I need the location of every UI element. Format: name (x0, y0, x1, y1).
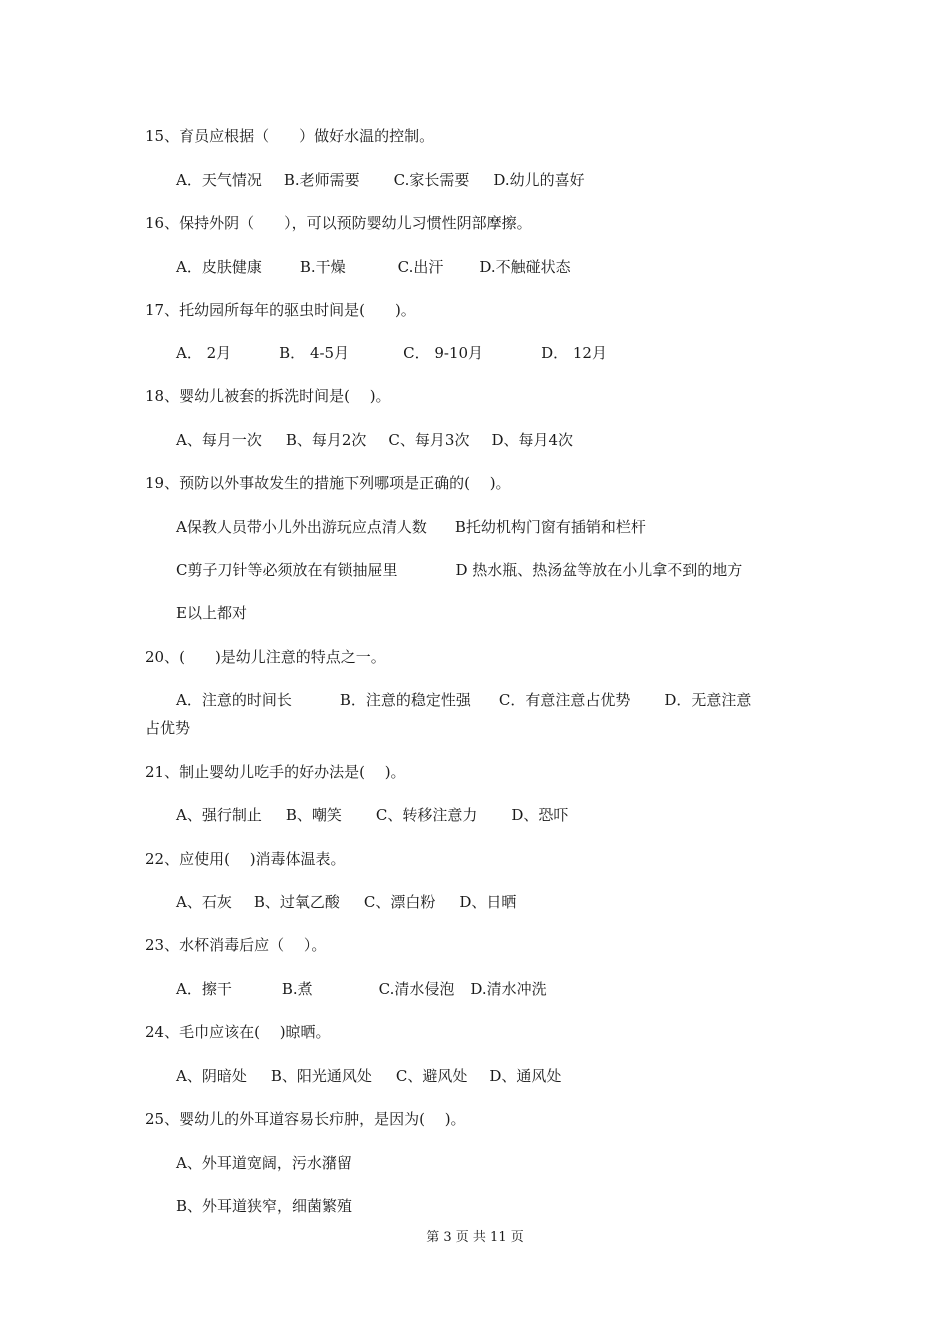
question-16-options (176, 257, 571, 277)
question-17-options (176, 343, 607, 363)
option-d: D.不触碰状态 (479, 258, 571, 276)
option-c: C剪子刀针等必须放在有锁抽屉里 (176, 561, 398, 579)
option-d: D． 12月 (541, 344, 607, 362)
option-c: C、每月3次 (388, 431, 470, 449)
question-17-stem: 17、托幼园所每年的驱虫时间是( )。 (145, 301, 416, 319)
option-c: C、漂白粉 (363, 893, 436, 911)
question-24-options (176, 1066, 561, 1086)
question-24-stem: 24、毛巾应该在( )晾晒。 (145, 1023, 331, 1041)
option-c: C、避风处 (395, 1067, 468, 1085)
option-d: D、通风处 (489, 1067, 562, 1085)
option-a: A．皮肤健康 (176, 258, 262, 276)
question-20-option-d-wrap: 占优势 (145, 719, 191, 737)
option-a: A、每月一次 (176, 431, 262, 449)
question-20-stem: 20、( )是幼儿注意的特点之一。 (145, 648, 386, 666)
question-19-stem: 19、预防以外事故发生的措施下列哪项是正确的( )。 (145, 474, 511, 492)
option-a: A． 2月 (176, 344, 232, 362)
option-a: A．擦干 (176, 980, 232, 998)
option-a: A、石灰 (176, 893, 232, 911)
question-23-options (176, 979, 547, 999)
option-c: C.出汗 (397, 258, 444, 276)
question-15-stem: 15、育员应根据（ ）做好水温的控制。 (145, 127, 435, 145)
option-d: D、恐吓 (511, 806, 569, 824)
option-c: C.清水侵泡 (378, 980, 455, 998)
option-d: D.幼儿的喜好 (493, 171, 585, 189)
page-number-footer: 第 3 页 共 11 页 (426, 1230, 524, 1245)
option-b: B、阳光通风处 (270, 1067, 372, 1085)
option-a: A．注意的时间长 (176, 691, 292, 709)
option-d: D 热水瓶、热汤盆等放在小儿拿不到的地方 (455, 561, 743, 579)
question-19-options-row1 (176, 517, 646, 537)
option-c: C． 9-10月 (403, 344, 484, 362)
option-c: C.家长需要 (393, 171, 470, 189)
option-c: C．有意注意占优势 (498, 691, 631, 709)
option-d: D、日晒 (459, 893, 517, 911)
option-b: B.煮 (281, 980, 313, 998)
question-15-options (176, 170, 585, 190)
question-16-stem: 16、保持外阴（ ），可以预防婴幼儿习惯性阴部摩擦。 (145, 214, 532, 232)
question-25-option-a: A、外耳道宽阔，污水潴留 (176, 1154, 352, 1172)
option-a: A．天气情况 (176, 171, 262, 189)
option-b: B、过氧乙酸 (253, 893, 340, 911)
option-a: A、阴暗处 (176, 1067, 247, 1085)
option-d: D、每月4次 (491, 431, 574, 449)
question-25-option-b: B、外耳道狭窄，细菌繁殖 (176, 1197, 353, 1215)
question-21-stem: 21、制止婴幼儿吃手的好办法是( )。 (145, 763, 406, 781)
question-20-options (176, 690, 751, 710)
question-18-stem: 18、婴幼儿被套的拆洗时间是( )。 (145, 387, 391, 405)
option-b: B．注意的稳定性强 (339, 691, 471, 709)
option-b: B、每月2次 (285, 431, 367, 449)
option-b: B． 4-5月 (279, 344, 350, 362)
option-b: B、嘲笑 (285, 806, 342, 824)
option-b: B.老师需要 (283, 171, 360, 189)
option-d: D.清水冲洗 (470, 980, 547, 998)
question-22-options (176, 892, 516, 912)
option-a: A、强行制止 (176, 806, 262, 824)
question-18-options (176, 430, 573, 450)
question-21-options (176, 805, 568, 825)
question-19-options-row2 (176, 560, 742, 580)
question-23-stem: 23、水杯消毒后应（ ）。 (145, 936, 327, 954)
option-a: A保教人员带小儿外出游玩应点清人数 (176, 518, 427, 536)
question-19-option-e: E以上都对 (176, 604, 247, 622)
option-b: B托幼机构门窗有插销和栏杆 (454, 518, 646, 536)
question-22-stem: 22、应使用( )消毒体温表。 (145, 850, 346, 868)
option-d: D．无意注意 (664, 691, 752, 709)
option-c: C、转移注意力 (375, 806, 478, 824)
question-25-stem: 25、婴幼儿的外耳道容易长疖肿，是因为( )。 (145, 1110, 466, 1128)
option-b: B.干燥 (299, 258, 346, 276)
